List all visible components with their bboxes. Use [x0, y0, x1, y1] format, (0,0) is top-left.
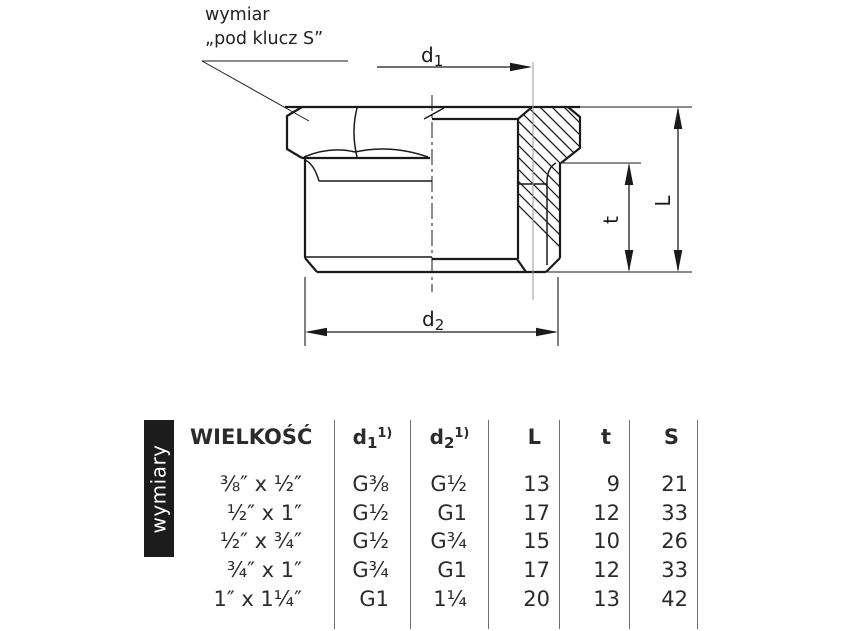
dimension-t: [599, 163, 633, 272]
sidebar-label: wymiary: [147, 443, 172, 534]
col-header-size: WIELKOŚĆ: [174, 420, 335, 470]
section-hatch: [403, 90, 769, 300]
t-label: t: [599, 216, 623, 224]
table-row-cell: 33: [630, 556, 698, 585]
annotation-line2: „pod klucz S”: [205, 29, 324, 49]
d2-arrowhead-right: [536, 328, 558, 337]
table-row-cell: 13: [489, 470, 560, 499]
table-row-cell: G½: [411, 470, 489, 499]
col-header-d2: $d_2^{1)}$: [411, 420, 489, 470]
table-border-extension: [335, 613, 411, 629]
table-row-cell: 33: [630, 499, 698, 528]
extension-lines: [305, 107, 692, 346]
table-row-cell: ½″ x ¾″: [174, 527, 335, 556]
table-row-cell: G¾: [411, 527, 489, 556]
table-row-cell: ¾″ x 1″: [174, 556, 335, 585]
table-row-cell: 15: [489, 527, 560, 556]
table-row-cell: G1: [411, 556, 489, 585]
table-row-cell: 21: [630, 470, 698, 499]
col-header-L: L: [489, 420, 560, 470]
table-border-extension: [560, 613, 630, 629]
table-border-extension: [411, 613, 489, 629]
col-header-d1: $d_1^{1)}$: [335, 420, 411, 470]
L-label: L: [651, 195, 675, 207]
dimension-d2: [305, 307, 558, 336]
table-row-cell: 42: [630, 584, 698, 613]
table-row-cell: 17: [489, 499, 560, 528]
table-row-cell: G¾: [335, 556, 411, 585]
L-arrowhead-bottom: [674, 250, 683, 272]
table-row-cell: 13: [560, 584, 630, 613]
L-arrowhead-top: [674, 107, 683, 129]
dimension-table: [174, 420, 698, 629]
table-border-extension: [174, 613, 335, 629]
table-row-cell: G½: [335, 527, 411, 556]
col-header-S: S: [630, 420, 698, 470]
sidebar-category-bar: [144, 420, 174, 557]
table-row-cell: ½″ x 1″: [174, 499, 335, 528]
d2-arrowhead-left: [305, 328, 327, 337]
annotation-line1: wymiar: [205, 5, 270, 25]
table-row-cell: 1″ x 1¼″: [174, 584, 335, 613]
table-row-cell: G⅜: [335, 470, 411, 499]
table-row-cell: 20: [489, 584, 560, 613]
table-row-cell: 1¼: [411, 584, 489, 613]
d2-label: $d_2$: [422, 307, 445, 334]
table-row-cell: ⅜″ x ½″: [174, 470, 335, 499]
t-arrowhead-bottom: [625, 250, 634, 272]
wrench-size-annotation: [202, 5, 348, 121]
table-border-extension: [630, 613, 698, 629]
table-row-cell: G½: [335, 499, 411, 528]
t-arrowhead-top: [625, 163, 634, 185]
table-border-extension: [489, 613, 560, 629]
annotation-leader-line: [202, 61, 348, 121]
d1-arrowhead: [510, 63, 532, 72]
table-row-cell: 9: [560, 470, 630, 499]
table-row-cell: 26: [630, 527, 698, 556]
table-row-cell: 12: [560, 499, 630, 528]
table-row-cell: 12: [560, 556, 630, 585]
table-row-cell: 17: [489, 556, 560, 585]
col-header-t: t: [560, 420, 630, 470]
dimension-L: [651, 107, 682, 272]
table-row-cell: 10: [560, 527, 630, 556]
dimension-d1: [377, 43, 532, 71]
table-row-cell: G1: [411, 499, 489, 528]
d1-label: $d_1$: [421, 43, 444, 70]
table-row-cell: G1: [335, 584, 411, 613]
